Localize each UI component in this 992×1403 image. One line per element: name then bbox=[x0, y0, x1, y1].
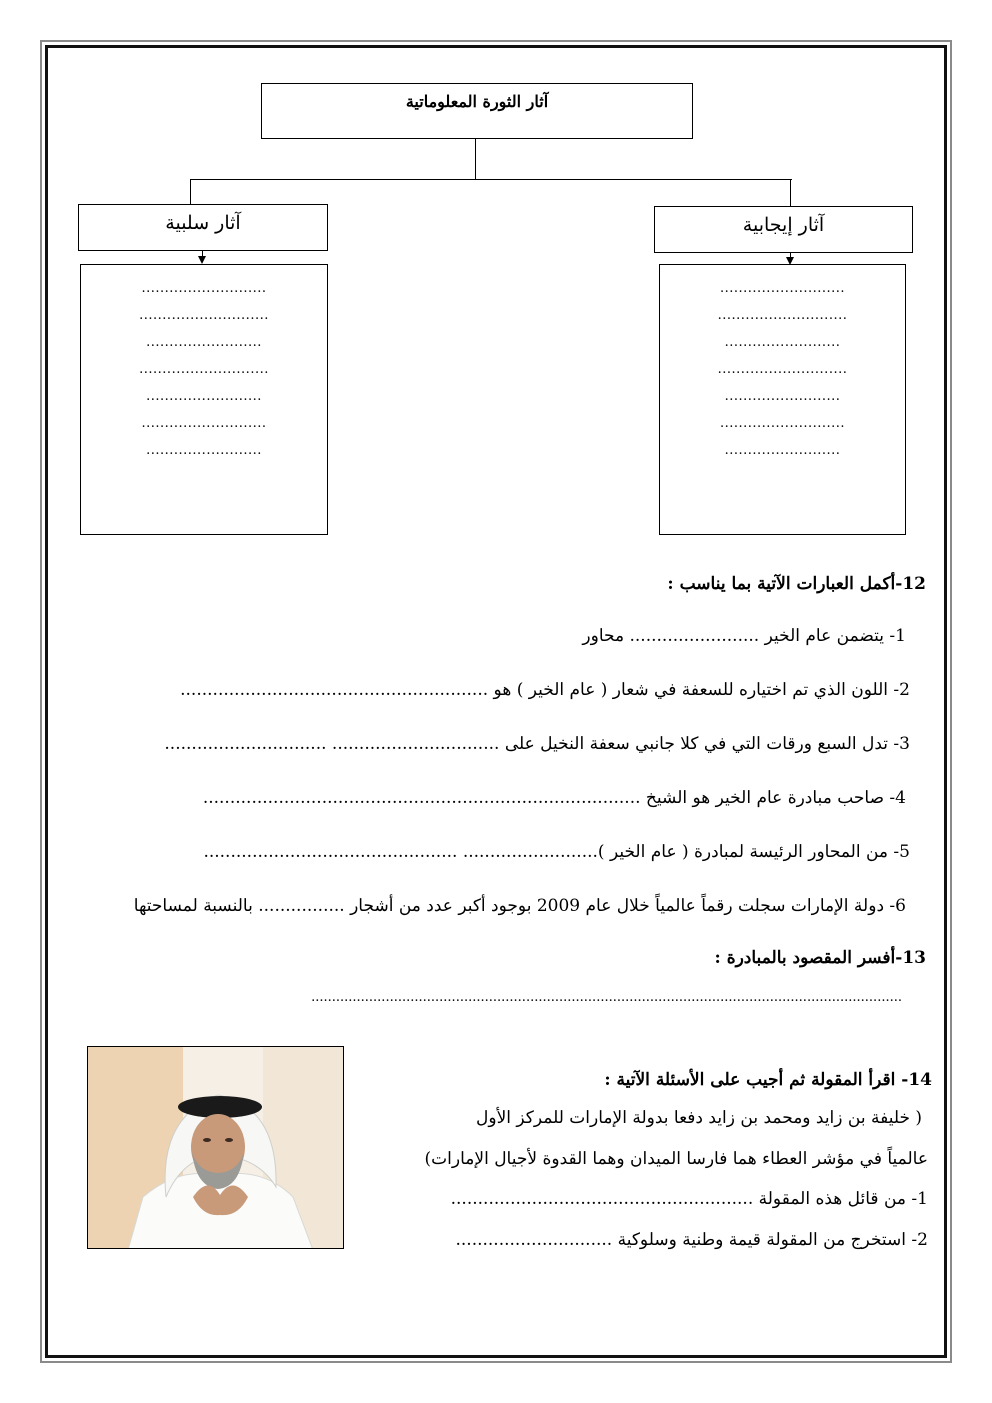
q14-quote-line-1: ( خليفة بن زايد ومحمد بن زايد دفعا بدولة الإمارات للمركز الأول bbox=[476, 1108, 922, 1128]
negative-dots-3: ......................... bbox=[146, 335, 262, 350]
connector-left-down bbox=[190, 179, 191, 204]
negative-dots-2: ............................ bbox=[139, 308, 269, 323]
q14-question-2: 2- استخرج من المقولة قيمة وطنية وسلوكية ............................. bbox=[455, 1230, 928, 1250]
connector-right-down bbox=[790, 179, 791, 206]
q13-answer-line[interactable]: ............................................................................................................................................... bbox=[311, 990, 902, 1005]
negative-dots-7: ......................... bbox=[146, 443, 262, 458]
q12-item-6: 6- دولة الإمارات سجلت رقماً عالمياً خلال عام 2009 بوجود أكبر عدد من أشجار ................ بالنسبة لمساحتها bbox=[133, 896, 906, 916]
positive-dots-3: ......................... bbox=[724, 335, 841, 350]
positive-dots-4: ............................ bbox=[717, 362, 848, 377]
negative-dots-5: ......................... bbox=[146, 389, 262, 404]
arrow-left-head bbox=[198, 256, 206, 264]
portrait-photo bbox=[87, 1046, 344, 1249]
negative-effects-box bbox=[78, 204, 328, 251]
q12-item-1: 1- يتضمن عام الخير ........................ محاور bbox=[582, 626, 906, 646]
q12-item-2: 2- اللون الذي تم اختياره للسعفة في شعار ( عام الخير ) هو ......................................................... bbox=[180, 680, 910, 700]
positive-dots-6: ........................... bbox=[719, 416, 846, 431]
connector-root-down bbox=[475, 139, 476, 180]
negative-dots-6: ........................... bbox=[141, 416, 267, 431]
q12-heading: 12-أكمل العبارات الآتية بما يناسب : bbox=[667, 574, 926, 594]
negative-effects-label: آثار سلبية bbox=[165, 212, 241, 234]
q13-heading: 13-أفسر المقصود بالمبادرة : bbox=[714, 948, 926, 968]
q14-question-1: 1- من قائل هذه المقولة ........................................................ bbox=[450, 1189, 928, 1209]
positive-dots-1: ........................... bbox=[719, 281, 846, 296]
negative-dots-4: ............................ bbox=[139, 362, 269, 377]
positive-dots-2: ............................ bbox=[717, 308, 848, 323]
positive-answer-box[interactable] bbox=[659, 264, 906, 535]
negative-answer-box[interactable] bbox=[80, 264, 328, 535]
q12-item-4: 4- صاحب مبادرة عام الخير هو الشيخ ................................................................................. bbox=[202, 788, 906, 808]
negative-dots-1: ........................... bbox=[141, 281, 267, 296]
positive-dots-5: ......................... bbox=[724, 389, 841, 404]
q12-item-3: 3- تدل السبع ورقات التي في كلا جانبي سعفة النخيل على ............................... .............................. bbox=[164, 734, 910, 754]
positive-effects-label: آثار إيجابية bbox=[742, 214, 825, 236]
q12-item-5: 5- من المحاور الرئيسة لمبادرة ( عام الخير )......................... ............................................... bbox=[203, 842, 910, 862]
connector-horizontal bbox=[190, 179, 792, 180]
positive-dots-7: ......................... bbox=[724, 443, 841, 458]
q14-quote-line-2: عالمياً في مؤشر العطاء هما فارسا الميدان وهما القدوة لأجيال الإمارات) bbox=[424, 1149, 928, 1169]
diagram-root-label: آثار الثورة المعلوماتية bbox=[405, 92, 549, 111]
diagram-root-box bbox=[261, 83, 693, 139]
positive-effects-box bbox=[654, 206, 913, 253]
portrait-illustration bbox=[88, 1047, 344, 1249]
q14-heading: 14- اقرأ المقولة ثم أجيب على الأسئلة الآتية : bbox=[604, 1070, 932, 1090]
